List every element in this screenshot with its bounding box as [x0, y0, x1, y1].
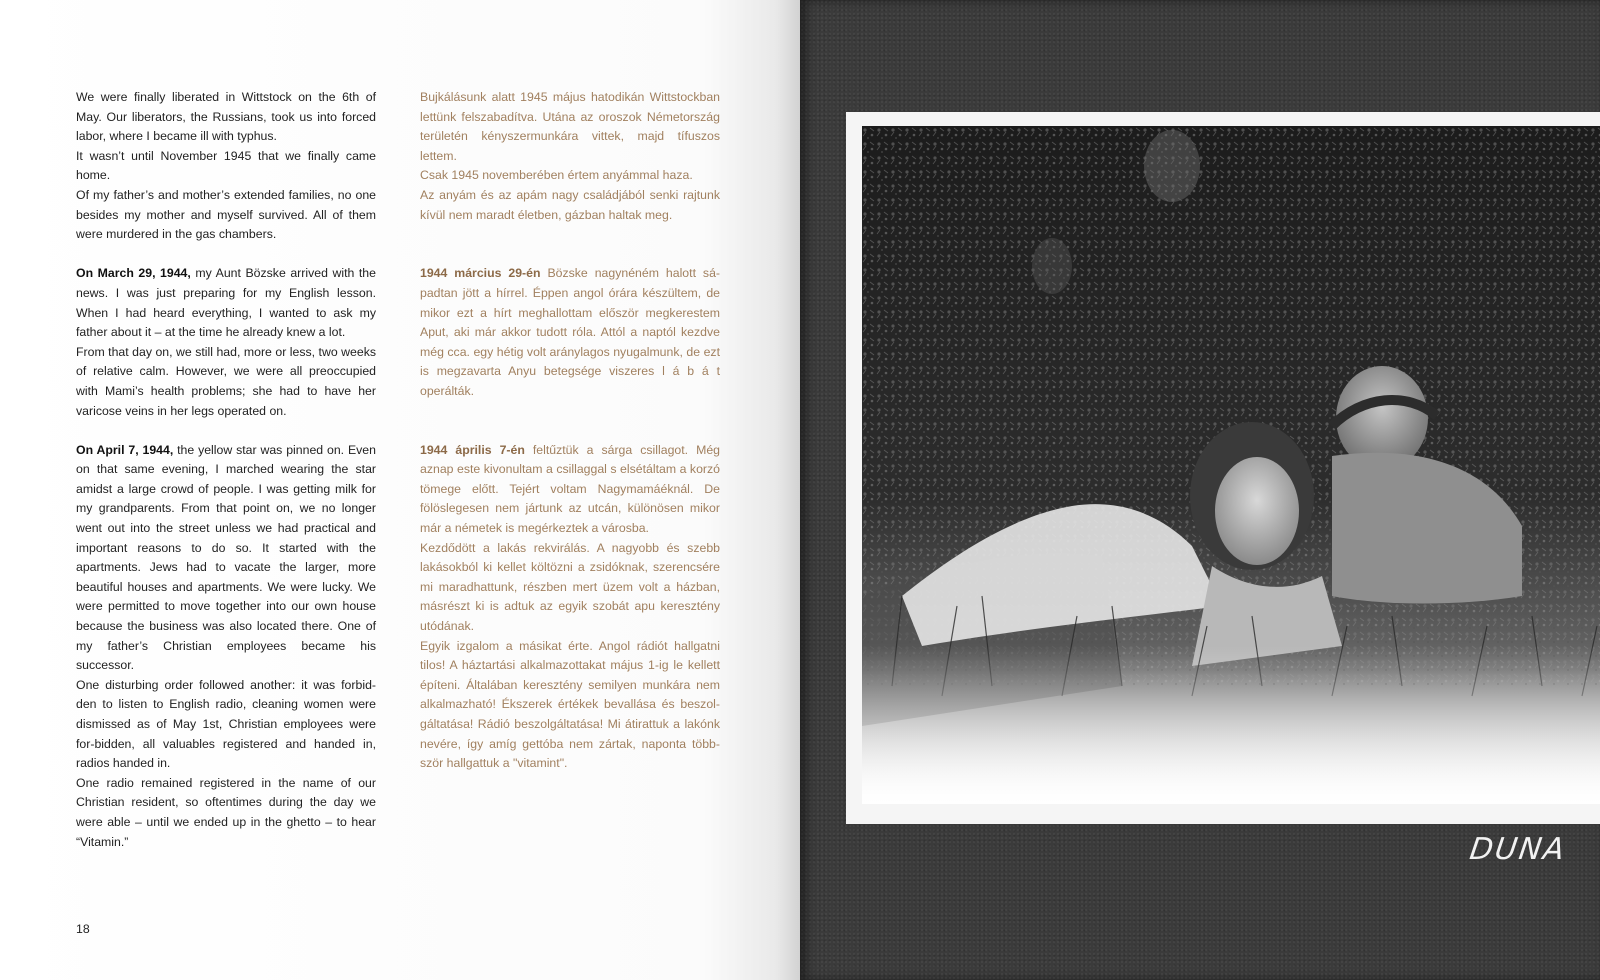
hungarian-paragraph — [420, 441, 720, 539]
couple-in-grass-photo — [862, 126, 1600, 804]
handwritten-caption: DUNA — [1467, 832, 1569, 867]
english-paragraph: One disturbing order followed another: it was forbid-den to listen to English radio, cleaning women were dismissed as of May 1st, Christian employees were for-bidden, all valuables registered and handed in, radios handed in. — [76, 677, 376, 771]
paragraph-text: Bözske nagynéném halott sá-padtan jött a hírrel. Éppen angol órára készültem, de mikor ezt a hírt meghallottam először megkerestem Aput, aki már akkor tudott róla. Attól a naptól kezdve még cca. egy hétig volt aránylagos nyugalmunk, de ezt is megzavarta Anyu betegsége viszeres l á b á t operálták. — [420, 266, 720, 398]
hungarian-text-column — [420, 88, 720, 774]
paragraph-gap — [420, 421, 720, 441]
paragraph-text: my Aunt Bözske arrived with the news. I was just preparing for my English lesson. When I had heard everything, I wanted to ask my father about it – at the time he already knew a lot. — [76, 266, 376, 340]
english-paragraph — [76, 441, 376, 676]
hungarian-paragraph: Csak 1945 novemberében értem anyámmal haza. — [420, 168, 693, 183]
paragraph-gap — [76, 421, 376, 441]
paragraph-gap — [420, 225, 720, 245]
paragraph-gap — [76, 245, 376, 265]
date-heading: On April 7, 1944, — [76, 442, 174, 457]
english-text-column — [76, 88, 376, 852]
hungarian-paragraph: Bujkálásunk alatt 1945 május hatodikán Wittstockban lettünk felszabadítva. Utána az oroszok Németország területén kényszermunkára vittek, majd tífuszos lettem. — [420, 90, 720, 163]
paragraph-gap — [420, 402, 720, 422]
photo-frame — [846, 112, 1600, 824]
english-paragraph: Of my father’s and mother’s extended families, no one besides my mother and myself survived. All of them were murdered in the gas chambers. — [76, 187, 376, 242]
paragraph-gap — [420, 245, 720, 265]
paragraph-text: the yellow star was pinned on. Even on that same evening, I marched wearing the star amidst a large crowd of people. I was getting milk for my grandparents. From that point on, we no longer went out into the street unless we had practical and important reasons to do so. It started with the apartments. Jews had to vacate the larger, more beautiful houses and apartments. We were lucky. We were permitted to move together into our own house because the business was also located there. One of my father’s Christian employees became his successor. — [76, 442, 376, 673]
hungarian-paragraph: Az anyám és az apám nagy családjából senki rajtunk kívül nem maradt életben, gázban haltak meg. — [420, 187, 720, 222]
page-number: 18 — [76, 922, 90, 936]
photo-album-page — [800, 0, 1600, 980]
english-paragraph: It wasn’t until November 1945 that we finally came home. — [76, 148, 376, 183]
english-paragraph — [76, 264, 376, 342]
date-heading: 1944 április 7-én — [420, 442, 525, 457]
hungarian-paragraph: Egyik izgalom a másikat érte. Angol rádiót hallgatni tilos! A háztartási alkalmazottakat május 1-ig le kellett építeni. Általában keresztény semilyen munkára nem alkalmazható! Ékszerek értékek bevallása és beszol-gáltatása! Rádió beszolgáltatása! Mi átirattuk a lakónk nevére, így amíg gettóba nem zártak, naponta több-ször hallgattuk a "vitamint". — [420, 638, 720, 771]
hungarian-paragraph — [420, 264, 720, 401]
english-paragraph: From that day on, we still had, more or less, two weeks of relative calm. However, we were all preoccupied with Mami’s health problems; she had to have her varicose veins in her legs operated on. — [76, 344, 376, 418]
english-paragraph: We were finally liberated in Wittstock on the 6th of May. Our liberators, the Russians, took us into forced labor, where I became ill with typhus. — [76, 90, 376, 144]
hungarian-paragraph: Kezdődött a lakás rekvirálás. A nagyobb és szebb lakásokból ki kellet költözni a zsidóknak, szerencsére mi maradhattunk, részben mert üzem volt a házban, másrészt ki is adtuk az egyik szobát apu keresztény utódának. — [420, 540, 720, 634]
date-heading: 1944 március 29-én — [420, 266, 541, 281]
black-and-white-photograph — [862, 126, 1600, 804]
date-heading: On March 29, 1944, — [76, 266, 191, 281]
english-paragraph: One radio remained registered in the name of our Christian resident, so oftentimes during the day we were able – until we ended up in the ghetto – to hear “Vitamin.” — [76, 775, 376, 849]
paragraph-text: feltűztük a sárga csillagot. Még aznap este kivonultam a csillaggal s elsétáltam a korzó tömege előtt. Tejért voltam Nagymamáéknál. De fölöslegesen nem jártunk az utcán, különösen mikor már a németek is megérkeztek a városba. — [420, 442, 720, 536]
